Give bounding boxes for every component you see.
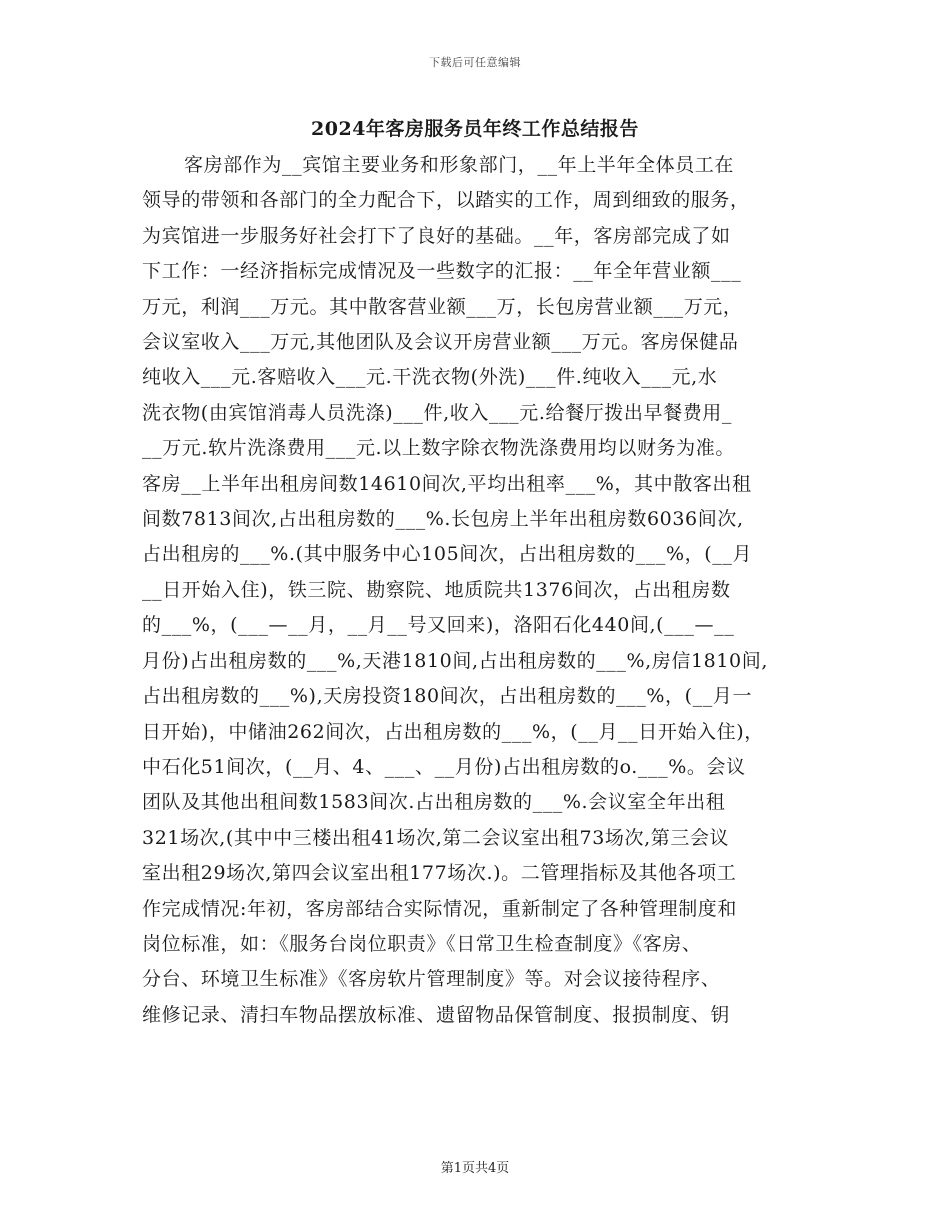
body-line: 客房部作为__宾馆主要业务和形象部门，__年上半年全体员工在 bbox=[184, 154, 735, 176]
body-line: 洗衣物(由宾馆消毒人员洗涤)___件,收入___元.给餐厅拨出早餐费用_ bbox=[142, 401, 733, 424]
body-line: 维修记录、清扫车物品摆放标准、遗留物品保管制度、报损制度、钥 bbox=[142, 1003, 731, 1026]
body-line: 团队及其他出租间数1583间次.占出租房数的___%.会议室全年出租 bbox=[142, 791, 726, 814]
body-line: 作完成情况:年初，客房部结合实际情况，重新制定了各种管理制度和 bbox=[142, 897, 738, 920]
body-line: 中石化51间次，(__月、4、___、__月份)占出租房数的o.___%。会议 bbox=[142, 755, 746, 778]
body-line: 客房__上半年出租房间数14610间次,平均出租率___%，其中散客出租 bbox=[142, 472, 752, 495]
body-line: 321场次,(其中中三楼出租41场次,第二会议室出租73场次,第三会议 bbox=[142, 826, 730, 849]
header-note: 下载后可任意编辑 bbox=[429, 56, 521, 69]
body-line: 的___%，(___—__月，__月__号又回来)，洛阳石化440间,(___—__ bbox=[142, 614, 735, 637]
document-title: 2024年客房服务员年终工作总结报告 bbox=[311, 118, 639, 140]
page-footer: 第1页共4页 bbox=[440, 1161, 510, 1176]
body-line: 占出租房数的___%),天房投资180间次，占出租房数的___%，(__月一 bbox=[142, 685, 753, 708]
body-line: 室出租29场次,第四会议室出租177场次.)。二管理指标及其他各项工 bbox=[142, 862, 737, 885]
body-line: 为宾馆进一步服务好社会打下了良好的基础。__年，客房部完成了如 bbox=[142, 224, 731, 247]
body-line: 占出租房的___%.(其中服务中心105间次，占出租房数的___%，(__月 bbox=[142, 543, 753, 566]
body-line: 万元，利润___万元。其中散客营业额___万，长包房营业额___万元， bbox=[142, 295, 743, 318]
body-line: 纯收入___元.客赔收入___元.干洗衣物(外洗)___件.纯收入___元,水 bbox=[142, 366, 718, 389]
document-body bbox=[142, 148, 806, 1033]
body-line: 下工作：一经济指标完成情况及一些数字的汇报：__年全年营业额___ bbox=[142, 260, 742, 283]
body-line: 日开始)，中储油262间次，占出租房数的___%，(__月__日开始入住)， bbox=[142, 720, 764, 743]
body-line: 分台、环境卫生标准》《客房软片管理制度》等。对会议接待程序、 bbox=[142, 968, 721, 991]
body-line: 月份)占出租房数的___%,天港1810间,占出租房数的___%,房信1810间, bbox=[142, 649, 768, 672]
body-line: 会议室收入___万元,其他团队及会议开房营业额___万元。客房保健品 bbox=[142, 331, 739, 354]
body-line: 间数7813间次,占出租房数的___%.长包房上半年出租房数6036间次, bbox=[142, 508, 744, 531]
body-line: __日开始入住)，铁三院、勘察院、地质院共1376间次，占出租房数 bbox=[142, 578, 731, 601]
body-line: __万元.软片洗涤费用___元.以上数字除衣物洗涤费用均以财务为准。 bbox=[142, 437, 735, 460]
body-line: 领导的带领和各部门的全力配合下，以踏实的工作，周到细致的服务， bbox=[142, 189, 750, 212]
body-line: 岗位标准，如：《服务台岗位职责》《日常卫生检查制度》《客房、 bbox=[142, 932, 702, 955]
